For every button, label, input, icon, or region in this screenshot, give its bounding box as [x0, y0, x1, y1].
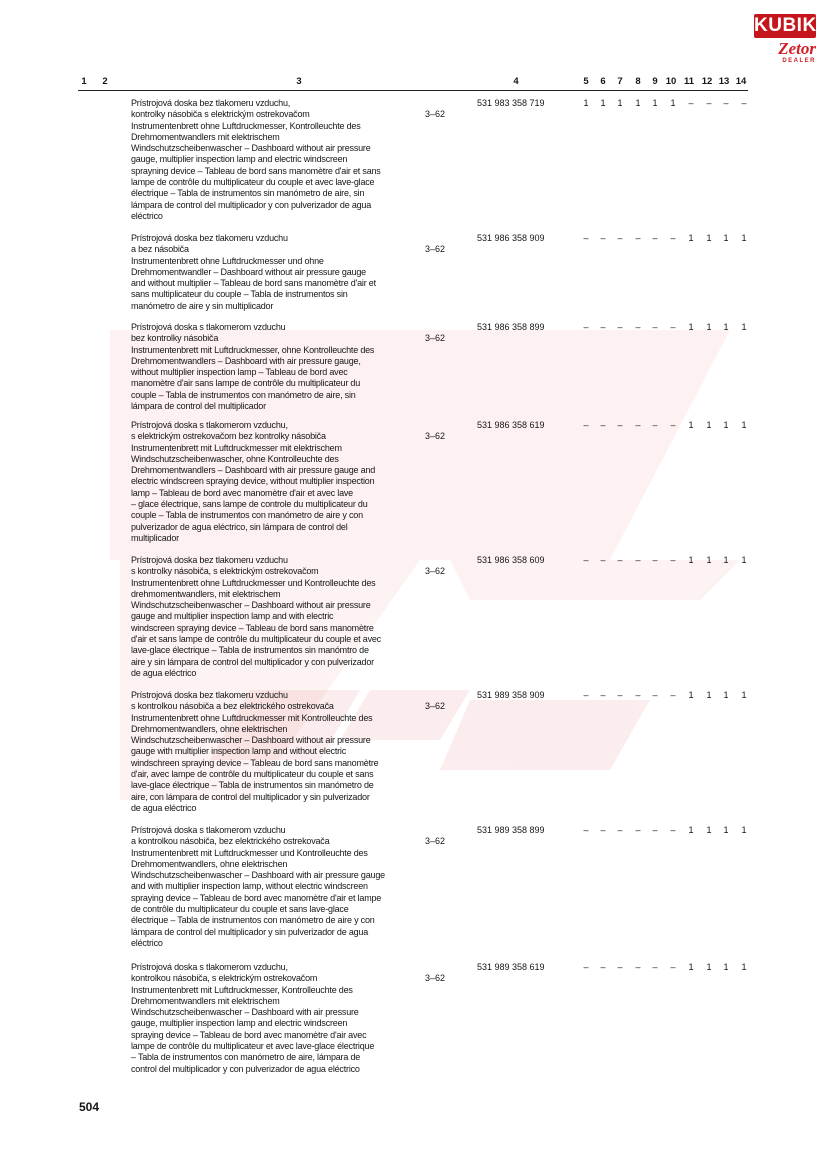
description-line: lámpara de control del multiplicador y sin pulverizador de agua — [131, 926, 369, 937]
column-header: 9 — [652, 76, 658, 87]
kubik-zetor-logo — [754, 14, 816, 70]
description-line: Prístrojová doska s tlakomerom vzduchu — [131, 825, 286, 835]
quantity-cell: 1 — [723, 825, 729, 835]
column-header: 7 — [617, 76, 623, 87]
figure-reference: 3–62 — [425, 431, 446, 441]
quantity-cell: 1 — [723, 690, 729, 700]
column-header: 10 — [665, 76, 677, 87]
description-line: kontrolkou násobiča, s elektrickým ostrekovačom — [131, 973, 318, 984]
dealer-logo-text: DEALER — [782, 58, 816, 64]
quantity-cell: – — [670, 690, 676, 700]
description-line: couple – Tabla de instrumentos con manómetro de aire y con — [131, 510, 363, 521]
description-line: Prístrojová doska s tlakomerom vzduchu, — [131, 962, 288, 972]
quantity-cell: – — [617, 690, 623, 700]
column-header: 11 — [683, 76, 695, 87]
quantity-cell: – — [652, 825, 658, 835]
description-line: and with multiplier inspection lamp, without electric windscreen — [131, 881, 368, 892]
figure-reference: 3–62 — [425, 333, 446, 343]
figure-reference: 3–62 — [425, 109, 446, 119]
part-number: 531 983 358 719 — [477, 98, 545, 108]
quantity-cell: 1 — [741, 555, 747, 565]
quantity-cell: 1 — [600, 98, 606, 108]
quantity-cell: 1 — [723, 420, 729, 430]
quantity-cell: 1 — [617, 98, 623, 108]
quantity-cell: – — [706, 98, 712, 108]
quantity-cell: – — [583, 555, 589, 565]
description-line: Drehmomentwandlers – Dashboard with air pressure gauge and — [131, 465, 376, 476]
description-line: a kontrolkou násobiča, bez elektrického ostrekovača — [131, 836, 330, 847]
description-line: Instrumentenbrett mit Luftdruckmesser mit elektrischem — [131, 442, 342, 453]
quantity-cell: 1 — [706, 690, 712, 700]
figure-reference: 3–62 — [425, 566, 446, 576]
quantity-cell: – — [670, 233, 676, 243]
quantity-cell: 1 — [706, 962, 712, 972]
part-description — [131, 420, 466, 544]
description-line: lampe de contrôle du multiplicateur et avec lave-glace électrique — [131, 1041, 375, 1052]
quantity-cell: 1 — [741, 690, 747, 700]
column-header-row — [0, 76, 826, 90]
part-number: 531 989 358 619 — [477, 962, 545, 972]
quantity-cell: 1 — [688, 555, 694, 565]
description-line: Prístrojová doska bez tlakomeru vzduchu — [131, 233, 288, 243]
column-header: 5 — [583, 76, 589, 87]
quantity-cell: – — [688, 98, 694, 108]
description-line: couple – Tabla de instrumentos con manómetro de aire, sin — [131, 389, 356, 400]
description-line: manómetro de aire y sin multiplicador — [131, 300, 274, 311]
quantity-cell: 1 — [670, 98, 676, 108]
quantity-cell: 1 — [706, 555, 712, 565]
quantity-cell: 1 — [706, 825, 712, 835]
description-line: de agua eléctrico — [131, 667, 197, 678]
description-line: manomètre d'air sans lampe de contrôle du multiplicateur du — [131, 378, 361, 389]
quantity-cell: 1 — [723, 555, 729, 565]
description-line: electric windscreen spraying device, without multiplier inspection — [131, 476, 375, 487]
column-header: 4 — [513, 76, 519, 87]
description-line: lave-glace électrique – Tabla de instrumentos sin manómetro de — [131, 780, 374, 791]
description-line: s elektrickým ostrekovačom bez kontrolky násobiča — [131, 431, 326, 442]
description-line: Drehmomentwandler – Dashboard without air pressure gauge — [131, 266, 366, 277]
quantity-cell: – — [583, 322, 589, 332]
description-line: d'air et sans lampe de contrôle du multiplicateur du couple et avec — [131, 634, 381, 645]
part-description — [131, 825, 466, 949]
column-header: 14 — [735, 76, 747, 87]
quantity-cell: 1 — [723, 233, 729, 243]
description-line: d'air, avec lampe de contrôle du multiplicateur du couple et sans — [131, 769, 374, 780]
description-line: lamp – Tableau de bord avec manomètre d'air et avec lave — [131, 487, 353, 498]
description-line: and without multiplier – Tableau de bord sans manomètre d'air et — [131, 278, 376, 289]
quantity-cell: – — [741, 98, 747, 108]
quantity-cell: – — [600, 420, 606, 430]
column-header: 12 — [701, 76, 713, 87]
quantity-cell: 1 — [723, 962, 729, 972]
column-header: 3 — [296, 76, 302, 87]
part-description — [131, 98, 466, 222]
quantity-cell: 1 — [741, 322, 747, 332]
description-line: Windschutzscheibenwascher – Dashboard without air pressure — [131, 735, 371, 746]
description-line: Drehmomentwandlers mit elektrischem — [131, 995, 280, 1006]
quantity-cell: 1 — [723, 322, 729, 332]
quantity-cell: – — [635, 322, 641, 332]
description-line: spraying device – Tableau de bord avec manomètre d'air et lampe — [131, 892, 382, 903]
column-header: 8 — [635, 76, 641, 87]
description-line: Drehmomentwandlers, ohne elektrischen — [131, 723, 288, 734]
kubik-logo-text: KUBIK — [754, 15, 817, 36]
quantity-cell: 1 — [688, 690, 694, 700]
description-line: Windschutzscheibenwascher – Dashboard with air pressure gauge — [131, 870, 385, 881]
description-line: s kontrolkou násobiča a bez elektrického ostrekovača — [131, 701, 334, 712]
description-line: Prístrojová doska bez tlakomeru vzduchu — [131, 555, 288, 565]
quantity-cell: 1 — [688, 322, 694, 332]
description-line: gauge, multiplier inspection lamp and electric windscreen — [131, 1018, 348, 1029]
column-header: 1 — [81, 76, 87, 87]
description-line: Prístrojová doska bez tlakomeru vzduchu, — [131, 98, 291, 108]
description-line: eléctrico — [131, 937, 163, 948]
quantity-cell: – — [617, 420, 623, 430]
quantity-cell: – — [600, 322, 606, 332]
description-line: Instrumentenbrett mit Luftdruckmesser und Kontrolleuchte des — [131, 847, 368, 858]
description-line: without multiplier inspection lamp – Tableau de bord avec — [131, 367, 348, 378]
quantity-cell: – — [583, 962, 589, 972]
quantity-cell: 1 — [706, 322, 712, 332]
quantity-cell: – — [652, 690, 658, 700]
quantity-cell: 1 — [741, 825, 747, 835]
quantity-cell: 1 — [583, 98, 589, 108]
description-line: windscreen spraying device – Tableau de bord sans manomètre — [131, 622, 374, 633]
figure-reference: 3–62 — [425, 973, 446, 983]
quantity-cell: – — [635, 690, 641, 700]
quantity-cell: – — [670, 825, 676, 835]
description-line: Instrumentenbrett mit Luftdruckmesser, Kontrolleuchte des — [131, 984, 353, 995]
column-header: 6 — [600, 76, 606, 87]
description-line: lampe de contrôle du multiplicateur du couple et avec lave-glace — [131, 177, 375, 188]
description-line: spraying device – Tableau de bord avec manomètre d'air avec — [131, 1029, 367, 1040]
description-line: de agua eléctrico — [131, 802, 197, 813]
quantity-cell: – — [652, 962, 658, 972]
description-line: kontrolky násobiča s elektrickým ostrekovačom — [131, 109, 310, 120]
description-line: Windschutzscheibenwascher – Dashboard with air pressure — [131, 1007, 359, 1018]
quantity-cell: – — [583, 233, 589, 243]
figure-reference: 3–62 — [425, 244, 446, 254]
part-number: 531 986 358 899 — [477, 322, 545, 332]
description-line: gauge with multiplier inspection lamp and without electric — [131, 746, 347, 757]
quantity-cell: – — [600, 555, 606, 565]
quantity-cell: – — [652, 233, 658, 243]
quantity-cell: – — [617, 322, 623, 332]
description-line: Instrumentenbrett ohne Luftdruckmesser mit Kontrolleuchte des — [131, 712, 373, 723]
description-line: lámpara de control del multiplicador y con pulverizador de agua — [131, 199, 372, 210]
description-line: a bez násobiča — [131, 244, 189, 255]
quantity-cell: – — [670, 555, 676, 565]
description-line: eléctrico — [131, 210, 163, 221]
quantity-cell: 1 — [688, 420, 694, 430]
quantity-cell: – — [583, 420, 589, 430]
part-description — [131, 690, 466, 814]
quantity-cell: – — [600, 962, 606, 972]
description-line: aire y sin lámpara de control del multiplicador y con pulverizador — [131, 656, 374, 667]
part-number: 531 986 358 909 — [477, 233, 545, 243]
description-line: Drehmomentwandlers – Dashboard with air pressure gauge, — [131, 355, 361, 366]
description-line: drehmomentwandlers, mit elektrischem — [131, 588, 281, 599]
quantity-cell: 1 — [652, 98, 658, 108]
part-description — [131, 555, 466, 679]
quantity-cell: – — [617, 962, 623, 972]
description-line: – glace électrique, sans lampe de controle du multiplicateur du — [131, 499, 368, 510]
description-line: Drehmomentwandlers mit elektrischem — [131, 131, 280, 142]
quantity-cell: 1 — [741, 420, 747, 430]
quantity-cell: – — [635, 825, 641, 835]
quantity-cell: – — [617, 825, 623, 835]
description-line: s kontrolky násobiča, s elektrickým ostrekovačom — [131, 566, 319, 577]
quantity-cell: – — [652, 420, 658, 430]
description-line: sprayning device – Tableau de bord sans manomètre d'air et sans — [131, 165, 381, 176]
description-line: Instrumentenbrett ohne Luftdruckmesser, Kontrolleuchte des — [131, 120, 361, 131]
quantity-cell: – — [635, 555, 641, 565]
description-line: Windschutzscheibenwascher – Dashboard without air pressure — [131, 600, 371, 611]
description-line: Instrumentenbrett ohne Luftdruckmesser und Kontrolleuchte des — [131, 577, 376, 588]
description-line: aire, con lámpara de control del multiplicador y sin pulverizador — [131, 791, 370, 802]
description-line: Prístrojová doska s tlakomerom vzduchu — [131, 322, 286, 332]
description-line: – Tabla de instrumentos con manómetro de aire, lámpara de — [131, 1052, 361, 1063]
description-line: windschreen spraying device – Tableau de bord sans manomètre — [131, 757, 379, 768]
quantity-cell: 1 — [635, 98, 641, 108]
part-description — [131, 322, 466, 412]
quantity-cell: 1 — [706, 233, 712, 243]
description-line: sans multiplicateur du couple – Tabla de instrumentos sin — [131, 289, 348, 300]
quantity-cell: – — [600, 690, 606, 700]
quantity-cell: – — [652, 555, 658, 565]
figure-reference: 3–62 — [425, 836, 446, 846]
quantity-cell: – — [635, 962, 641, 972]
quantity-cell: 1 — [688, 825, 694, 835]
description-line: pulverizador de agua eléctrico, sin lámpara de control del — [131, 521, 348, 532]
description-line: électrique – Tabla de instrumentos sin manómetro de aire, sin — [131, 188, 365, 199]
description-line: Windschutzscheibenwascher, ohne Kontrolleuchte des — [131, 453, 339, 464]
description-line: multiplicador — [131, 532, 179, 543]
quantity-cell: – — [617, 555, 623, 565]
quantity-cell: – — [635, 233, 641, 243]
quantity-cell: – — [617, 233, 623, 243]
quantity-cell: 1 — [741, 962, 747, 972]
quantity-cell: – — [723, 98, 729, 108]
description-line: lámpara de control del multiplicador — [131, 401, 266, 412]
description-line: Prístrojová doska s tlakomerom vzduchu, — [131, 420, 288, 430]
description-line: Prístrojová doska bez tlakomeru vzduchu — [131, 690, 288, 700]
part-number: 531 986 358 619 — [477, 420, 545, 430]
description-line: gauge, multiplier inspection lamp and electric windscreen — [131, 154, 348, 165]
header-divider — [78, 90, 748, 91]
quantity-cell: 1 — [688, 962, 694, 972]
quantity-cell: – — [583, 825, 589, 835]
quantity-cell: – — [635, 420, 641, 430]
part-description — [131, 962, 466, 1075]
column-header: 13 — [718, 76, 730, 87]
quantity-cell: – — [600, 825, 606, 835]
quantity-cell: – — [670, 322, 676, 332]
zetor-logo-text: Zetor — [778, 39, 816, 58]
description-line: lave-glace électrique – Tabla de instrumentos sin manómtro de — [131, 645, 369, 656]
quantity-cell: 1 — [706, 420, 712, 430]
quantity-cell: – — [670, 420, 676, 430]
description-line: Drehmomentwandlers, ohne elektrischen — [131, 858, 288, 869]
figure-reference: 3–62 — [425, 701, 446, 711]
part-number: 531 989 358 909 — [477, 690, 545, 700]
description-line: gauge and multiplier inspection lamp and with electric — [131, 611, 334, 622]
quantity-cell: 1 — [741, 233, 747, 243]
quantity-cell: – — [652, 322, 658, 332]
description-line: Windschutzscheibenwascher – Dashboard without air pressure — [131, 143, 371, 154]
part-number: 531 989 358 899 — [477, 825, 545, 835]
column-header: 2 — [102, 76, 108, 87]
description-line: bez kontrolky násobiča — [131, 333, 219, 344]
description-line: de contrôle du multiplicateur du couple et sans lave-glace — [131, 904, 349, 915]
quantity-cell: – — [600, 233, 606, 243]
part-number: 531 986 358 609 — [477, 555, 545, 565]
description-line: Instrumentenbrett ohne Luftdruckmesser und ohne — [131, 255, 324, 266]
quantity-cell: 1 — [688, 233, 694, 243]
description-line: Instrumentenbrett mit Luftdruckmesser, ohne Kontrolleuchte des — [131, 344, 375, 355]
quantity-cell: – — [670, 962, 676, 972]
page-number: 504 — [79, 1100, 100, 1114]
description-line: control del multiplicador y con pulverizador de agua eléctrico — [131, 1063, 360, 1074]
quantity-cell: – — [583, 690, 589, 700]
description-line: électrique – Tabla de instrumentos con manómetro de aire y con — [131, 915, 375, 926]
part-description — [131, 233, 466, 312]
